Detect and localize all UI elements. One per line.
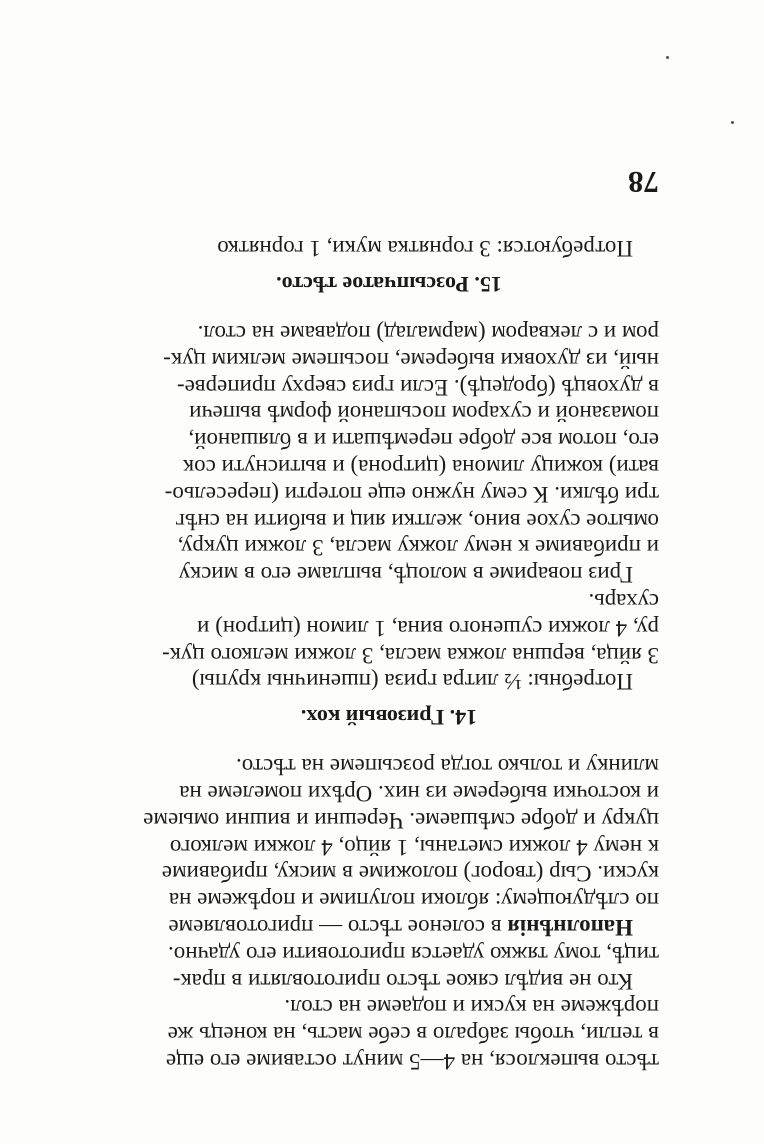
body-line: омытое сухое вино, желтки яиц и выбити на снѣг [175,508,659,534]
filling-bold-word: Наполнѣнія [507,915,633,940]
who-line: тицѣ, тому тяжко удается приготовити его удачно. [168,941,659,967]
ingredient-line: сухарь. [588,589,659,615]
body-line: ром и с лекваром (мармалад) подаваме на стол. [197,321,659,347]
body-line: три бѣлки. К сему нужно еще потерти (пересельо- [164,481,659,507]
ingredient-line: Потребны: ½ литра гриза (пшеничны крупы) [191,669,633,695]
top-line: в тепли, чтобы забрало в себе масть, на конецъ же [167,1022,659,1048]
filling-first-rest: в соленое тѣсто — приготовляеме [168,915,508,940]
filling-paragraph [119,752,659,940]
top-line: тѣсто выпеклося, на 4—5 минут оставиме его еще [165,1049,659,1074]
filling-line: и косточки выбереме из них. Орѣхи помелеме на [179,781,659,807]
filling-line: к нему 4 ложки сметаны, 1 яйцо, 4 ложки мелкого [169,834,659,860]
body-line: помазаной и сухаром посыпаной формѣ выпечи [189,401,659,427]
section-15-title: 15. Розсыпчатое тѣсто. [276,272,502,298]
section-15-text [119,234,659,261]
page-number: 78 [628,165,659,201]
filling-line: млинку и только тогда розсыпеме на тѣсто. [236,754,659,780]
section-15-line: Потребуются: 3 горнятка муки, 1 горнятко [217,236,633,262]
section-14-title: 14. Гризовый кох. [300,705,478,731]
section-14-body [119,319,659,587]
body-line: в духовцѣ (бродецѣ). Если гриз сверху приперве- [176,374,659,400]
body-line: и прибавиме к нему ложку масла, 3 ложки цукру, [177,535,659,561]
top-line: порѣжеме на куски и подаеме на стол. [284,995,659,1021]
ingredient-line: ру, 4 ложки сушеного вина, 1 лимон (цитрон) и [197,615,659,641]
paper-speck [666,56,669,59]
body-line: его, потом все добре перемѣшати и в бляшаной, [188,428,659,454]
filling-line: куски. Сыр (творог) положиме в миску, прибавиме [161,861,659,887]
top-paragraph [119,994,659,1074]
filling-line-first [119,913,659,940]
paper-speck [731,121,734,124]
body-line: ный, из духовки выберeме, посыпеме мелким цук- [163,347,659,373]
who-paragraph [119,940,659,994]
filling-line: по слѣдующему: яблоки полупиме и порѣжеме на [168,888,659,914]
who-line: Кто не видѣл сякое тѣсто приготовляти в прак- [172,968,633,994]
section-14-ingredients [119,587,659,694]
body-line: Гриз повариме в молоцѣ, выпламе его в миску [178,562,633,588]
body-line: вати) кожицу лимона (цитрона) и вытиснути сок [182,455,659,481]
filling-line: цукру и добре смѣшаеме. Черешни и вишни омыеме [143,807,659,833]
ingredient-line: 3 яйца, вершна ложка масла, 3 ложки мелкого цук- [162,642,659,668]
